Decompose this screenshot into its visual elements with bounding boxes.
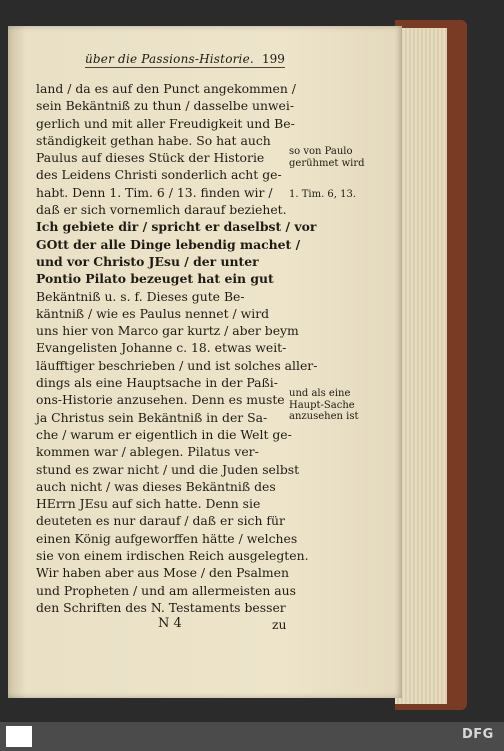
page-number: 199 — [262, 52, 285, 66]
text-line: deuteten es nur darauf / daß er sich für — [36, 513, 285, 529]
library-logo-icon — [6, 726, 32, 747]
text-line: läufftiger beschrieben / und ist solches aller- — [36, 357, 318, 373]
catchword: zu — [272, 617, 287, 632]
text-line: Bekäntniß u. s. f. Dieses gute Be- — [36, 288, 245, 304]
margin-note-reference: 1. Tim. 6, 13. — [289, 189, 357, 200]
running-title: über die Passions-Historie. — [85, 52, 285, 68]
text-line: sie von einem irdischen Reich ausgelegten. — [36, 548, 309, 564]
text-line: kommen war / ablegen. Pilatus ver- — [36, 444, 259, 460]
text-line: des Leidens Christi sonderlich acht ge- — [36, 167, 282, 183]
margin-note: und als eine Haupt-Sache anzusehen ist — [289, 388, 359, 422]
dfg-logo: DFG — [462, 727, 494, 742]
text-line: käntniß / wie es Paulus nennet / wird — [36, 305, 270, 321]
text-line: ja Christus sein Bekäntniß in der Sa- — [36, 409, 268, 425]
text-line: uns hier von Marco gar kurtz / aber beym — [36, 323, 299, 339]
text-line: Wir haben aber aus Mose / den Psalmen — [36, 565, 289, 581]
text-line: che / warum er eigentlich in die Welt ge- — [36, 426, 292, 442]
text-line: dings als eine Hauptsache in der Paßi- — [36, 375, 278, 391]
text-line: sein Bekäntniß zu thun / dasselbe unwei- — [36, 98, 295, 114]
text-line: GOtt der alle Dinge lebendig machet / — [36, 236, 301, 252]
text-line: und vor Christo JEsu / der unter — [36, 253, 259, 269]
viewer-bottom-bar — [0, 722, 504, 751]
text-line: und Propheten / und am allermeisten aus — [36, 582, 296, 598]
margin-note: so von Paulo gerühmet wird — [289, 146, 365, 169]
text-line: gerlich und mit aller Freudigkeit und Be- — [36, 115, 295, 131]
text-line: Pontio Pilato bezeuget hat ein gut — [36, 271, 274, 287]
text-line: Paulus auf dieses Stück der Historie — [36, 150, 265, 166]
text-line: ons-Historie anzusehen. Denn es muste — [36, 392, 285, 408]
body-text — [36, 80, 318, 616]
text-line: einen König aufgeworffen hätte / welches — [36, 530, 298, 546]
signature-mark: N 4 — [158, 616, 182, 631]
text-line: ständigkeit gethan habe. So hat auch — [36, 132, 271, 148]
text-line: habt. Denn 1. Tim. 6 / 13. finden wir / — [36, 184, 273, 200]
text-line: Ich gebiete dir / spricht er daselbst / vor — [36, 219, 317, 235]
text-line: daß er sich vornemlich darauf beziehet. — [36, 202, 287, 218]
text-line: Evangelisten Johanne c. 18. etwas weit- — [36, 340, 287, 356]
text-line: den Schriften des N. Testaments besser — [36, 599, 286, 615]
page-edges — [395, 28, 447, 704]
text-line: land / da es auf den Punct angekommen / — [36, 81, 296, 96]
text-line: stund es zwar nicht / und die Juden selbst — [36, 461, 300, 477]
text-line: auch nicht / was dieses Bekäntniß des — [36, 478, 276, 494]
text-line: HErrn JEsu auf sich hatte. Denn sie — [36, 496, 261, 512]
